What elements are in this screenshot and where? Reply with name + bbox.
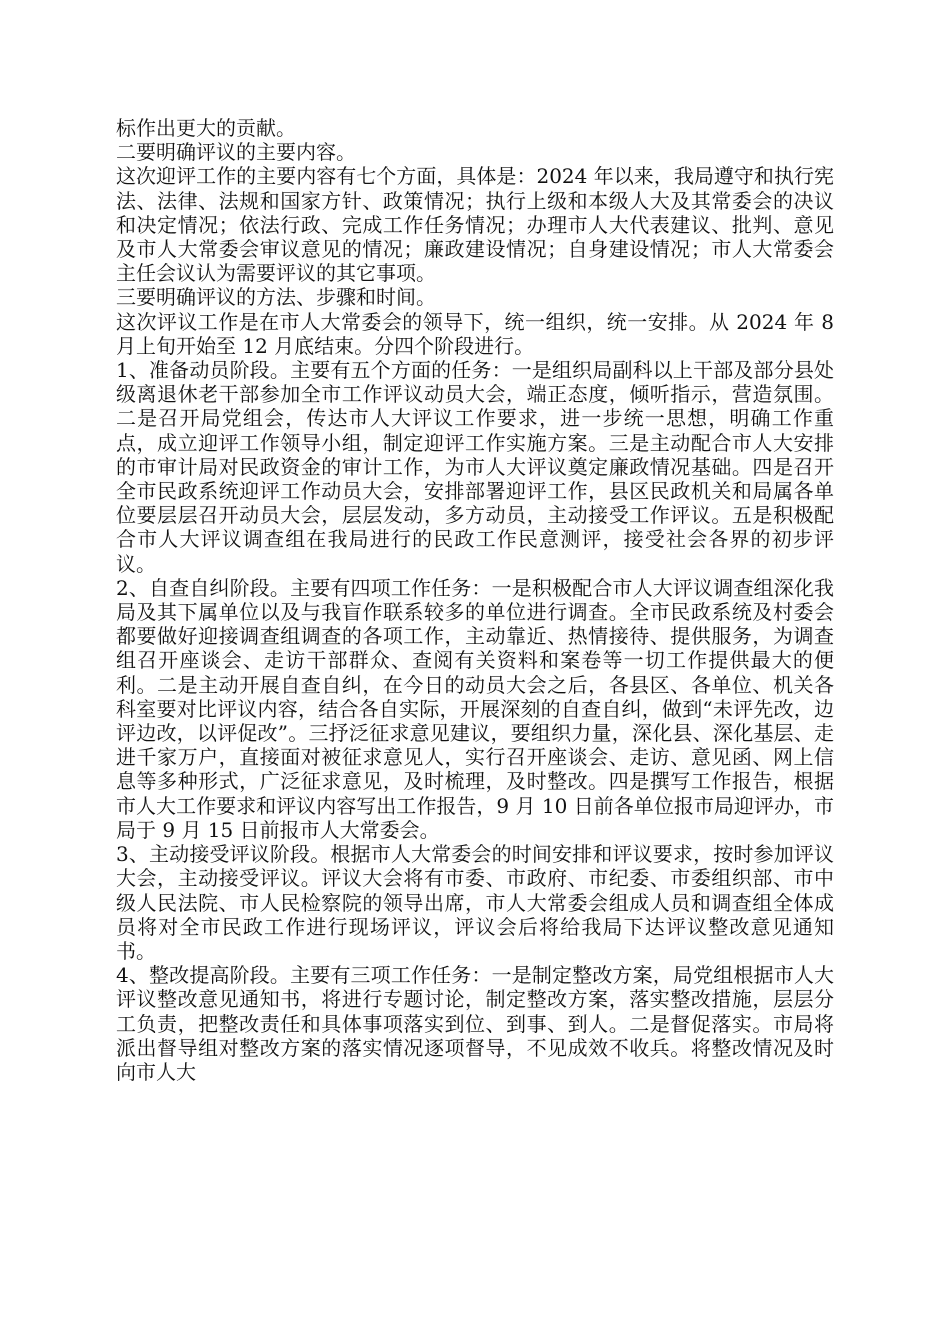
paragraph-2-body: 这次迎评工作的主要内容有七个方面，具体是：2024 年以来，我局遵守和执行宪法、法律、法规和国家方针、政策情况；执行上级和本级人大及其常委会的决议和决定情况；依法行政、完成工作任务情况；办理市人大代表建议、批判、意见及市人大常委会审议意见的情况；廉政建设情况；自身建设情况；市人大常委会主任会议认为需要评议的其它事项。 <box>116 164 834 286</box>
paragraph-1: 标作出更大的贡献。 <box>116 116 296 140</box>
stage-1-paragraph: 1、准备动员阶段。主要有五个方面的任务：一是组织局副科以上干部及部分县处级离退休老干部参加全市工作评议动员大会，端正态度，倾听指示，营造氛围。二是召开局党组会，传达市人大评议工作要求，进一步统一思想，明确工作重点，成立迎评工作领导小组，制定迎评工作实施方案。三是主动配合市人大安排的市审计局对民政资金的审计工作，为市人大评议奠定廉政情况基础。四是召开全市民政系统迎评工作动员大会，安排部署迎评工作，县区民政机关和局属各单位要层层召开动员大会，层层发动，多方动员，主动接受工作评议。五是积极配合市人大评议调查组在我局进行的民政工作民意测评，接受社会各界的初步评议。 <box>116 358 834 576</box>
stage-3-paragraph: 3、主动接受评议阶段。根据市人大常委会的时间安排和评议要求，按时参加评议大会，主动接受评议。评议大会将有市委、市政府、市纪委、市委组织部、市中级人民法院、市人民检察院的领导出席，市人大常委会组成人员和调查组全体成员将对全市民政工作进行现场评议，评议会后将给我局下达评议整改意见通知书。 <box>116 842 834 963</box>
heading-3: 三要明确评议的方法、步骤和时间。 <box>116 285 436 310</box>
stage-2-paragraph: 2、自查自纠阶段。主要有四项工作任务：一是积极配合市人大评议调查组深化我局及其下属单位以及与我盲作联系较多的单位进行调查。全市民政系统及村委会都要做好迎接调查组调查的各项工作，主动靠近、热情接待、提供服务，为调查组召开座谈会、走访干部群众、查阅有关资料和案卷等一切工作提供最大的便利。二是主动开展自查自纠，在今日的动员大会之后，各县区、各单位、机关各科室要对比评议内容，结合各自实际，开展深刻的自查自纠，做到“未评先改，边评边改，以评促改”。三抒泛征求意见建议，要组织力量，深化县、深化基层、走进千家万户，直接面对被征求意见人，实行召开座谈会、走访、意见函、网上信息等多种形式，广泛征求意见，及时梳理，及时整改。四是撰写工作报告，根据市人大工作要求和评议内容写出工作报告，9 月 10 日前各单位报市局迎评办，市局于 9 月 15 日前报市人大常委会。 <box>116 575 834 842</box>
paragraph-3-body: 这次评议工作是在市人大常委会的领导下，统一组织，统一安排。从 2024 年 8 月上旬开始至 12 月底结束。分四个阶段进行。 <box>116 309 834 358</box>
heading-2: 二要明确评议的主要内容。 <box>116 140 356 165</box>
document-page <box>116 116 834 1084</box>
stage-4-paragraph: 4、整改提高阶段。主要有三项工作任务：一是制定整改方案，局党组根据市人大评议整改意见通知书，将进行专题讨论，制定整改方案，落实整改措施，层层分工负责，把整改责任和具体事项落实到位、到事、到人。二是督促落实。市局将派出督导组对整改方案的落实情况逐项督导，不见成效不收兵。将整改情况及时向市人大 <box>116 963 834 1084</box>
